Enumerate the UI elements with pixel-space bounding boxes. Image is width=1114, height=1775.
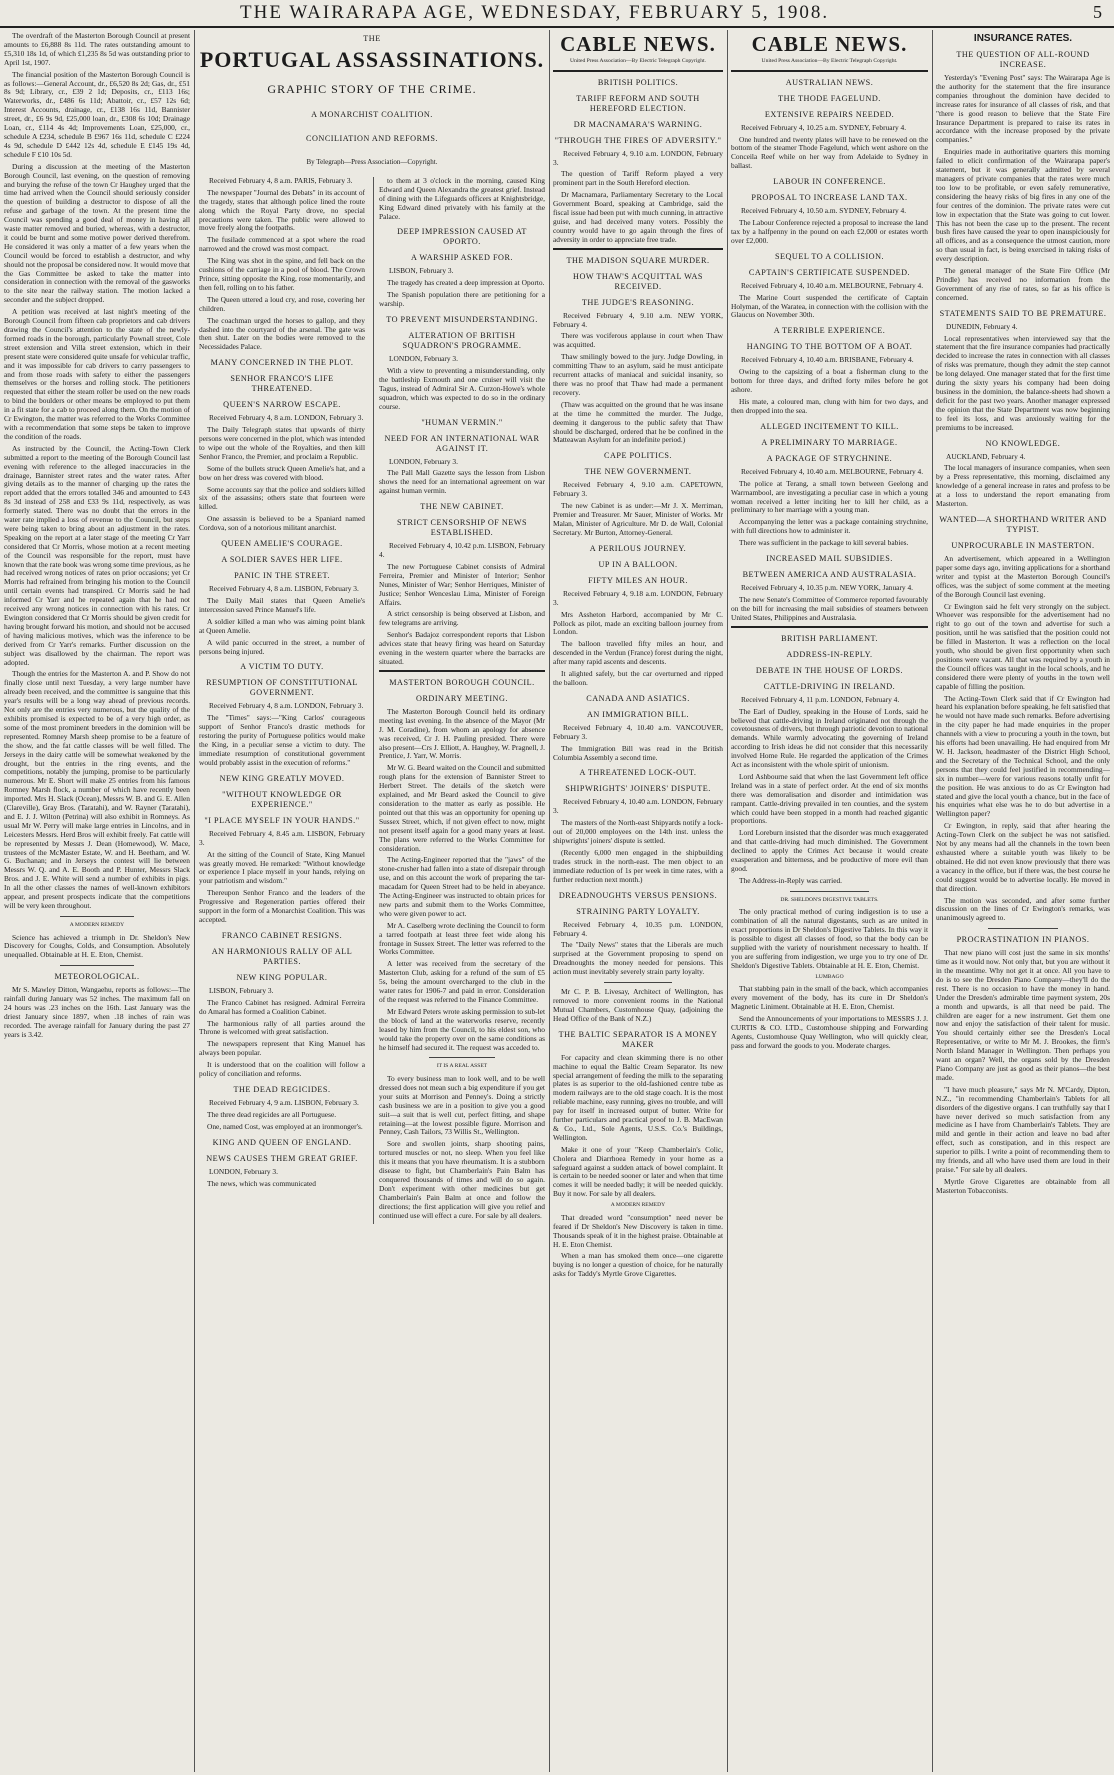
dateline: Received February 4, 10.40 a.m. MELBOURNE, February 4. [741,466,924,476]
section-heading: NO KNOWLEDGE. [985,438,1061,448]
advert-label: IT IS A REAL ASSET [436,1063,488,1070]
article-paragraph: A wild panic occurred in the street, a number of persons being injured. [199,637,365,656]
article-paragraph: There was vociferous applause in court when Thaw was acquitted. [553,331,723,350]
dateline: Received February 4, 10.35 p.m. LONDON, February 4. [553,919,723,938]
dateline: LISBON, February 3. [209,985,274,995]
article-paragraph: The Acting-Engineer reported that the "jaws" of the stone-crusher had fallen into a state of disrepair through use, and on this account the work of preparing the tar-macadam for Queen Street had to be held in abeyance. The Acting-Engineer was instructed to obtain prices for new parts and submit them to the Works Committee, who were given power to act. [379,855,545,918]
separator [604,982,672,983]
column-local-news [4,32,190,1770]
advert-heading: THE BALTIC SEPARATOR IS A MONEY MAKER [558,1029,718,1049]
dateline: Received February 4, 8 a.m. LONDON, February 3. [209,701,364,711]
section-heading: PROPOSAL TO INCREASE LAND TAX. [751,193,908,203]
advert-text: Sore and swollen joints, sharp shooting pains, tortured muscles or not, no sleep. When you feel like this it means that you have rheumatism. It is a stubborn disease to fight, but Chamberlain's Pain Balm has conquered thousands of times and will do so again. Don't experiment with other medicines but get Chamberlain's Pain Balm at once and follow the directions; the first application will give you relief and continued use will effect a cure. For sale by all dealers. [379,1139,545,1220]
section-heading: TARIFF REFORM AND SOUTH HEREFORD ELECTION. [576,93,700,113]
article-paragraph: Local representatives when interviewed say that the statement that the fire insurance companies had practically decided to increase the rates in connection with all classes of risks was premature, though they admit the step cannot be long delayed. One manager stated that for the first time during the sixty years his company had been doing business in the dominion, the balance-sheets had shown a deficit for the past two years. Another manager expressed the opinion that the State Department was now beginning to feel its loss, and was anxiously waiting for the premiums to be increased. [936,333,1110,432]
dateline: Received February 4, 8 a.m. LONDON, February 3. [209,413,364,423]
section-heading: INCREASED MAIL SUBSIDIES. [766,554,893,564]
advert-label: LUMBAGO [815,973,844,980]
article-paragraph: As instructed by the Council, the Acting-Town Clerk submitted a report to the meeting of the Borough Council last evening with reference to the alleged inaccuracies in the drainage, Bannister street rates and the water rates. After giving details as to the manner of charging up the rates the report added that the errors totalled 346 and amounted to £43 8s 3d instead of 258 and £33 9s 11d, respectively, as was formerly stated. There was no doubt that the errors in the water rate implied a loss of revenue to the Council, but steps were being taken to bring about an adjustment in the rates. Speaking on the report at a later stage of the meeting Cr Yarr considered that Cr Morris, whose motion at a recent meeting of the Council was responsible for the report, must have known that the rate book was wrong some time previous, as he had received wrong notices of rates on prior occasions; yet Cr Morris had refrained from bringing his motion to the Council until certain events had transpired. Cr Morris said he had informed Cr Yarr and he repeated again that he had not received any wrong notices in connection with his rates. Cr Ewington considered that Cr Morris should be given credit for having brought forward his motion, and should not be accused of having malicious motives, which was the inference to be derived from Cr Yarr's remarks. Further discussion on the subject was disallowed by the chairman. The report was adopted. [4,443,190,667]
column-cable-news-2 [731,32,928,1770]
column-rule [727,30,728,1772]
dateline: Received February 4, 9.10 a.m. CAPETOWN, February 3. [553,480,723,499]
dateline: Received February 4, 9.18 a.m. LONDON, February 3. [553,588,723,607]
section-heading: UNPROCURABLE IN MASTERTON. [951,540,1095,550]
article-paragraph: A petition was received at last night's meeting of the Borough Council from fifteen cab proprietors and cab drivers drawing the Council's attention to the state of the newly-formed roads in the borough, particularly Pownall street, Cole street extension and Villa street extension, which in their present state were considered quite unsafe for vehicular traffic, and it was impossible for cab drivers to carry passengers to and from those roads with safety to either the passengers themselves or the horses and rolling stock. The petitioners requested that either the steam roller be used on the new roads to bind the boulders or other means be employed to put them in a fit state for a cab to proceed along them. On the motion of Cr Ewington, the matter was referred to the Works Committee with a recommendation that some steps be taken to improve the condition of the roads. [4,307,190,441]
separator [731,70,928,72]
two-column-body [199,177,545,1224]
article-paragraph: The question of Tariff Reform played a very prominent part in the South Hereford election. [553,169,723,188]
subheadline: GRAPHIC STORY OF THE CRIME. [267,82,477,96]
subheadline: CONCILIATION AND REFORMS. [306,134,438,143]
article-paragraph: The police at Terang, a small town between Geelong and Warrnambool, are investigating a peculiar case in which a young woman received a letter inciting her to kill her child, as a preliminary to her marriage with a young man. [731,478,928,515]
column-cable-news-1 [553,32,723,1770]
section-heading: MANY CONCERNED IN THE PLOT. [210,358,354,368]
article-paragraph: The Daily Telegraph states that upwards of thirty persons were concerned in the plot, which was intended to wipe out the whole of the Royalties, and then kill Senhor Franco, the Premier, and proclaim a Republic. [199,425,365,461]
article-paragraph: During a discussion at the meeting of the Masterton Borough Council, last evening, on the question of removing and burying the refuse of the town Cr Haughey urged that the time had arrived when the Council should seriously consider the question of building a destructor to dispose of all the refuse and garbage of the town. At the present time the Council was spending a good deal of money in having all waste matter removed and buried, whereas, with a destructor, it could be burnt and some motive power derived therefrom. He considered it was only a matter of a few years when the Council would be forced to establish a destructor, and why should not the proposal be considered now. It would move that the Gas Committee be asked to take the matter into consideration in connection with the removal of the gasworks to the site near the railway station. The motion lacked a seconder and the subject dropped. [4,161,190,305]
section-heading: NEWS CAUSES THEM GREAT GRIEF. [206,1153,358,1163]
section-heading: A PERILOUS JOURNEY. [589,543,687,553]
advert-text: Send the Announcements of your importations to MESSRS J. J. CURTIS & CO. LTD., Customhouse shipping and Forwarding Agents, Customhouse Quay Wellington, who will quickly clear, pass and forward the goods to you. Moderate charges. [731,1014,928,1050]
section-heading: CATTLE-DRIVING IN IRELAND. [763,681,896,691]
section-heading: FRANCO CABINET RESIGNS. [221,930,343,940]
section-heading: SENHOR FRANCO'S LIFE THREATENED. [230,374,334,394]
article-paragraph: An advertisement, which appeared in a Wellington paper some days ago, inviting applications for a shorthand writer and typist at the Masterton Borough Council's offices, was the subject of some comment at the meeting of the Borough Council last evening. [936,553,1110,599]
section-heading: THE NEW CABINET. [420,502,504,512]
dateline: LONDON, February 3. [389,456,458,466]
article-paragraph: A strict censorship is being observed at Lisbon, and few telegrams are arriving. [379,609,545,628]
article-paragraph: (Recently 6,000 men engaged in the shipbuilding trades struck in the north-east. The men object to an immediate reduction of 1s per week in time rates, with a further reduction next month.) [553,848,723,884]
section-heading: KING AND QUEEN OF ENGLAND. [212,1137,352,1147]
section-heading: DR MACNAMARA'S WARNING. [573,119,703,129]
section-heading: DEEP IMPRESSION CAUSED AT OPORTO. [397,227,527,247]
dateline: Received February 4, 10.40 a.m. BRISBANE, February 4. [741,355,914,365]
advert-text: Make it one of your "Keep Chamberlain's Colic, Cholera and Diarrhoea Remedy in your home as a safeguard against a sudden attack of bowel complaint. It is certain to be needed sooner or later and when that time comes it will be needed badly; it will be needed quickly. Buy it now. For sale by all dealers. [553,1144,723,1199]
section-heading: MASTERTON BOROUGH COUNCIL. [389,677,535,687]
article-paragraph: The balloon travelled fifty miles an hour, and descended in the Verdun (France) forest during the night, after many rapid ascents and descents. [553,639,723,667]
article-paragraph: Mrs Assheton Harbord, accompanied by Mr C. Pollock as pilot, made an exciting balloon journey from London. [553,609,723,637]
advert-label: DR. SHELDON'S DIGESTIVE TABLETS. [780,896,879,903]
section-heading: A VICTIM TO DUTY. [240,662,324,672]
article-paragraph: One, named Cost, was employed at an ironmonger's. [207,1121,363,1131]
article-paragraph: The "Times" says:—"King Carlos' courageous support of Senhor Franco's drastic methods for restoring the purity of Portuguese politics would make the King, in a peculiar sense a victim to duty. The immediate resumption of constitutional government would probably assist in the execution of reforms." [199,713,365,767]
section-heading: TO PREVENT MISUNDERSTANDING. [386,315,538,325]
article-paragraph: Dr Macnamara, Parliamentary Secretary to the Local Government Board, speaking at Cambridge, said the fiscal issue had been put with much cunning, in attractive guise, and had deceived many voters. Possibly the country would have to go again through the fires of adversity in order to appreciate free trade. [553,190,723,244]
article-paragraph: The Franco Cabinet has resigned. Admiral Ferreira do Amaral has formed a Coalition Cabinet. [199,997,365,1016]
dateline: LONDON, February 3. [389,354,458,364]
article-paragraph: His mate, a coloured man, clung with him for two days, and then dropped into the sea. [731,397,928,415]
section-heading: THE NEW GOVERNMENT. [584,467,692,477]
section-heading: "HUMAN VERMIN." [421,417,503,427]
article-paragraph: The Spanish population there are petitioning for a warship. [379,290,545,309]
separator [790,891,869,892]
section-heading: UP IN A BALLOON. [598,559,678,569]
article-paragraph: Mr Edward Peters wrote asking permission to sub-let the block of land at the waterworks reserve, recently leased by him from the Council, to his eldest son, who would take the property over on the same conditions as he himself had secured it. The request was acceded to. [379,1006,545,1052]
article-paragraph: The motion was seconded, and after some further discussion on the lines of Cr Ewington's remarks, was unanimously agreed to. [936,895,1110,923]
article-paragraph: The Address-in-Reply was carried. [739,875,843,885]
article-paragraph: to them at 3 o'clock in the morning, caused King Edward and Queen Alexandra the greatest grief. Instead of dining with the Lifeguards officers at Knightsbridge, King Edward dined privately with his family at the Palace. [379,175,545,221]
section-heading: LABOUR IN CONFERENCE. [773,177,886,187]
dateline: Received February 4, 8 a.m. PARIS, February 3. [209,175,353,185]
column-rule [932,30,933,1772]
separator [60,965,134,966]
section-heading: CANADA AND ASIATICS. [586,693,690,703]
advert-text: For capacity and clean skimming there is no other machine to equal the Baltic Cream Separator. Its new special arrangement of feeding the milk to the separating plates is as superior to the old-fashioned centre tube as modern railways are to the old stage coach. It is the most reliable machine, easy running, gives no trouble, and will pay for itself in increased output of butter. Write for further particulars and practical proof to J. B. MacEwan & Co., Ltd., Sole Agents, U.S.S. Co.'s Buildings, Wellington. [553,1052,723,1142]
article-paragraph: The fusilade commenced at a spot where the road narrowed and the crowd was most compact. [199,235,365,254]
section-heading: QUEEN AMELIE'S COURAGE. [221,539,343,549]
page-number: 5 [1093,2,1102,22]
article-paragraph: Lord Loreburn insisted that the disorder was much exaggerated and that cattle-driving had much diminished. The Government declined to apply the Crimes Act because it would create exasperation and bitterness, and be productive of more evil than good. [731,828,928,873]
telegraph-credit: United Press Association—By Electric Telegraph Copyright. [570,58,706,64]
section-masthead: CABLE NEWS. [560,32,716,56]
article-paragraph: A soldier killed a man who was aiming point blank at Queen Amelie. [199,616,365,635]
separator [379,670,545,672]
article-paragraph: The newspaper "Journal des Debats" in its account of the tragedy, states that although police lined the route along which the Royal Party drove, no special precautions were taken. The public were allowed to move freely along the footpaths. [199,187,365,233]
section-heading: STRAINING PARTY LOYALTY. [576,906,700,916]
article-paragraph: The new Portuguese Cabinet consists of Admiral Ferreira, Premier and Minister of Interior; Senhor Nunes, Minister of War; Senhor Herriques, Minister of Justice; Senhor Wenceslau Lima, Minister of Foreign Affairs. [379,561,545,607]
dateline: Received February 4, 9.10 a.m. NEW YORK, February 4. [553,310,723,329]
section-heading: A SOLDIER SAVES HER LIFE. [221,555,343,565]
article-paragraph: The Daily Mail states that Queen Amelie's intercession saved Prince Manuel's life. [199,596,365,614]
section-heading: ALLEGED INCITEMENT TO KILL. [760,421,899,431]
article-paragraph: The Immigration Bill was read in the British Columbia Assembly a second time. [553,743,723,762]
advert-text: When a man has smoked them once—one cigarette buying is no longer a question of choice, for he naturally asks for Taddy's Myrtle Grove Cigarettes. [553,1251,723,1279]
separator [553,70,723,72]
article-paragraph: Enquiries made in authoritative quarters this morning failed to elicit confirmation of the Wairarapa paper's statement, but it was generally admitted by several managers of private companies that the rates were much too low to be profitable, or even safely remunerative, considering the heavy risks of big fires in any one of the four centres of the dominion. The private rates were cut low in expectation that the State was going to cut lower. This has not been the case up to the present. The recent bush fires have caused the year to open inauspiciously for all offices, and as a consequence the utmost caution, more so than usual in fact, is being exercised in taking risks of every description. [936,147,1110,264]
article-paragraph: It alighted safely, but the car overturned and ripped the balloon. [553,669,723,687]
section-heading: A PRELIMINARY TO MARRIAGE. [761,437,898,447]
advert-text: Mr C. P. B. Livesay, Architect of Wellington, has removed to more convenient rooms in the National Mutual Chambers, Customhouse Quay, (adjoining the Head Office of the Bank of N.Z.) [553,987,723,1023]
feature-right-column [373,177,545,1224]
article-paragraph: The King was shot in the spine, and fell back on the cushions of the carriage in a pool of blood. The Crown Prince, sitting opposite the King, rose momentarily, and then fell, rolling on to his father. [199,256,365,292]
article-paragraph: Yesterday's "Evening Post" says: The Wairarapa Age is the authority for the statement that the fire insurance companies throughout the dominion have decided to increase rates for insurance of all classes of risk, and that "there is good reason to believe that the State Fire Insurance Department is prepared to raise its rates in accordance with the increase proposed by the private companies." [936,73,1110,145]
section-heading: NEW KING GREATLY MOVED. [219,773,345,783]
article-paragraph: The overdraft of the Masterton Borough Council at present amounts to £6,888 8s 11d. The rates outstanding amount to £5,310 18s 1d, of which £1,235 8s 5d was outstanding prior to April 1st, 1907. [4,32,190,67]
section-heading: A WARSHIP ASKED FOR. [411,253,513,263]
separator [60,916,134,917]
section-heading: "THROUGH THE FIRES OF ADVERSITY." [554,135,722,145]
article-paragraph: The local managers of insurance companies, when seen by a Press representative, this morning, disclaimed any knowledge of a general increase in rates and profess to be at a loss to understand the report emanating from Masterton. [936,463,1110,509]
article-paragraph: One hundred and twenty plates will have to be renewed on the bottom of the steamer Thode Fagelund, which went ashore on the Conceila Reef while on her way from Adelaide to Sydney in ballast. [731,134,928,171]
section-heading: FIFTY MILES AN HOUR. [588,575,688,585]
dateline: AUCKLAND, February 4. [946,451,1026,461]
section-heading: HOW THAW'S ACQUITTAL WAS RECEIVED. [573,271,703,291]
article-paragraph: (Thaw was acquitted on the ground that he was insane at the time he committed the murder. The Judge, deeming it dangerous to the public safety that Thaw should be discharged, ordered that he be confined in the Matteawan Asylum for an indefinite period.) [553,399,723,445]
dateline: Received February 4, 8 a.m. LISBON, February 3. [209,584,359,594]
section-heading: PANIC IN THE STREET. [234,571,330,581]
section-heading: DEBATE IN THE HOUSE OF LORDS. [755,665,904,675]
article-paragraph: The new Cabinet is as under:—Mr J. X. Merriman, Premier and Treasurer. Mr Sauer, Minister of Works. Mr Malan, Minister of Agriculture. Mr D. de Wall, Colonial Secretary. Mr Burton, Attorney-General. [553,501,723,537]
section-masthead: CABLE NEWS. [751,32,908,56]
article-paragraph: The three dead regicides are all Portuguese. [207,1109,337,1119]
article-paragraph: Lord Ashbourne said that when the last Government left office Ireland was in a state of perfect order. At the end of six months there was demoralisation and disorder and intimidation was rampant. Cattle-driving prevailed in ten counties, and the system which could have been stopped in a month had reached gigantic proportions. [731,771,928,826]
article-paragraph: Mr S. Mawley Ditton, Wangaehu, reports as follows:—The rainfall during January was 52 inches. The maximum fall on 24 hours was .23 inches on the 16th. Last January was the driest January since 1897, when .18 inches of rain was recorded. The average rainfall for January during the past 27 years is 3.42. [4,985,190,1039]
article-paragraph: Owing to the capsizing of a boat a fisherman clung to the bottom for three days, and drifted forty miles before he got ashore. [731,367,928,395]
section-heading: QUEEN'S NARROW ESCAPE. [223,400,341,410]
article-paragraph: One assassin is believed to be a Spaniard named Cordova, son of a notorious militant anarchist. [199,514,365,533]
section-heading: EXTENSIVE REPAIRS NEEDED. [764,109,895,119]
section-heading: METEOROLOGICAL. [54,972,140,982]
feature-left-column [199,177,365,1224]
section-heading: BRITISH PARLIAMENT. [781,633,878,643]
section-heading: "I PLACE MYSELF IN YOUR HANDS." [204,815,360,825]
telegraph-credit: United Press Association—By Electric Telegraph Copyright. [761,58,898,64]
column-insurance-rates [936,32,1110,1770]
article-paragraph: The masters of the North-east Shipyards notify a lock-out of 20,000 employees on the 14th inst. unless the shipwrights' joiners' dispute is settled. [553,818,723,846]
section-heading: SEQUEL TO A COLLISION. [774,251,885,261]
section-heading: BRITISH POLITICS. [597,77,679,87]
advert-text: Myrtle Grove Cigarettes are obtainable from all Masterton Tobacconists. [936,1176,1110,1195]
article-paragraph: Senhor's Badajoz correspondent reports that Lisbon advices state that heavy firing was heard on Saturday evening in the western quarter where the barracks are situated. [379,630,545,666]
dateline: Received February 4, 8.45 a.m. LISBON, February 3. [199,828,365,847]
article-paragraph: The Acting-Town Clerk said that if Cr Ewington had heard his explanation before speaking, he felt satisfied that he would not have made such remarks. Before advertising in the city paper he had made enquiries in the proper channels with a view to procuring a youth in the town, but his efforts had been unavailing. He had enquired from Mr W. H. Jackson, headmaster of the District High School, and the Secretary of the Technical School, and the only persons that they could feel justified in recommending—six in number—were for various reasons totally unfit for the position. He was anxious to do as Cr Ewington had stated and give the local youth a chance, but in the face of his enquiries what else was he to do but advertise in a Wellington paper? [936,693,1110,819]
section-heading: STATEMENTS SAID TO BE PREMATURE. [939,308,1107,318]
section-heading: CAPE POLITICS. [604,451,672,461]
article-paragraph: The Masterton Borough Council held its ordinary meeting last evening. In the absence of the Mayor (Mr J. M. Coradine), from whom an apology for absence was received, Cr J. H. Pauling presided. There were also present—Crs J. Elliott, A. Haughey, W. Pragnell, J. Prentice, J. Yarr, W. Morris. [379,706,545,761]
advert-text: To every business man to look well, and to be well dressed does not mean such a big expenditure if you get your suits at Morrison and Penney's. Doing a strictly cash business we are in a position to give you a good suit—a suit that is well cut, perfect fitting, and shape retaining—at the lowest possible figure. Morrison and Penney, Cash Tailors, 73 Willis St., Wellington. [379,1074,545,1137]
advert-label: A MODERN REMEDY [69,921,125,928]
article-paragraph: Some of the bullets struck Queen Amelie's hat, and a bow on her dress was covered with blood. [199,463,365,482]
section-heading: CAPTAIN'S CERTIFICATE SUSPENDED. [748,267,911,277]
masthead [0,0,1114,28]
article-paragraph: Thereupon Senhor Franco and the leaders of the Progressive and Regeneration parties offered their support in the form of a Monarchist Coalition. This was accepted. [199,888,365,924]
section-heading: A PACKAGE OF STRYCHNINE. [766,453,893,463]
dateline: Received February 4, 10.40 a.m. VANCOUVER, February 3. [553,722,723,741]
section-heading: DREADNOUGHTS VERSUS PENSIONS. [558,890,718,900]
article-paragraph: The new Senate's Committee of Commerce reported favourably on the bill for increasing the mail subsidies of steamers between United States, Philippines and Australasia. [731,594,928,622]
advert-text: That dreaded word "consumption" need never be feared if Dr Sheldon's New Discovery is taken in time. Thousands speak of it in the highest praise. Obtainable at H. E. Eton Chemist. [553,1212,723,1249]
section-heading: THE THODE FAGELUND. [778,93,881,103]
section-heading: A THREATENED LOCK-OUT. [579,768,697,778]
section-heading: A TERRIBLE EXPERIENCE. [773,326,886,336]
section-headline: INSURANCE RATES. [973,33,1073,44]
article-paragraph: The financial position of the Masterton Borough Council is as follows:—General Account, dr., £6,520 8s 2d; Gas, dr., £51 8s 9d; Library, cr., £39 2 1d; Deposits, cr., £113 16s; Waterworks, dr., £486 6s 11d; Abattoir, cr., £57 12s 6d; Interest Accounts, drainage, cr., £138 16s 11d, Bannister street, dr., £6 9s 9d, £25,000 loan, dr., £308 6s 10d; Drainage Loan, cr., £114 4s 4d; Improvements Loan, £25,000, cr., schedule A £234, schedule B £967 16s 11d, schedule C £224 4s 9d, schedule D £442 12s 4d, schedule E £145 19s 4d, schedule F £10 10s 5d. [4,69,190,159]
separator [988,928,1058,929]
advert-text: That new piano will cost just the same in six months' time as it would now. Not only that, but you are without it in the meantime. Why not get it at once. All you have to do is to see the Dresden Piano Company—they'll do the rest. There is no occasion to have the money in hand. Under the Dresden's admirable time payment system, 20s a month and upwards, is all that need be paid. The children are eager for a new instrument. Get them one now and enjoy the satisfaction of their talent for music. You should certainly either see the Dresden's Local Representative, or write to Mr M. J. Brookes, the firm's North Island Manager in Wellington. Then perhaps you want an organ? Well, the organs sold by the Dresden Piano Company are just as good as their pianos—the best made. [936,948,1110,1082]
article-paragraph: The coachman urged the horses to gallop, and they dashed into the courtyard of the arsenal. The gate was then shut. Later on the bodies were removed to the Necessidades Palace. [199,315,365,352]
article-paragraph: Mr W. G. Beard waited on the Council and submitted rough plans for the extension of Bannister Street to Herbert Street. The details of the sketch were explained, and Mr Beard asked the Council to give consideration to the matter as early as possible. He pointed out that this was an opportunity for opening up Sussex Street, which, if not given effect to now, might not present itself again for a good many years at least. The plans were referred to the Works Committee for consideration. [379,763,545,853]
advert-text: "I have much pleasure," says Mr N. M'Cardy, Dipton, N.Z., "in recommending Chamberlain's Tablets for all disorders of the digestive organs. I can truthfully say that I have never derived so much satisfaction from any medicine as I have from Chamberlain's Tablets. They are mild and gentle in their action and leave no bad after effect, such as constipation, and in this respect are superior to pills. I write a point of recommending them to my friends, and all who have used them are loud in their praise." For sale by all dealers. [936,1084,1110,1174]
dateline: Received February 4, 10.40 a.m. LONDON, February 3. [553,797,723,816]
section-heading: STRICT CENSORSHIP OF NEWS ESTABLISHED. [396,518,528,538]
advert-text: That stabbing pain in the small of the back, which accompanies every movement of the body, has its cure in Dr Sheldon's Magnetic Liniment. Obtainable at H. E. Eton, Chemist. [731,984,928,1012]
dateline: Received February 4, 10.35 p.m. NEW YORK, January 4. [741,583,914,593]
dateline: LONDON, February 3. [209,1166,278,1176]
article-paragraph: The news, which was communicated [207,1178,316,1188]
dateline: DUNEDIN, February 4. [946,321,1018,331]
newspaper-title: THE WAIRARAPA AGE, WEDNESDAY, FEBRUARY 5, 1908. [240,2,830,23]
dateline: Received February 4, 9.10 a.m. LONDON, February 3. [553,148,723,167]
dateline: Received February 4, 10.40 a.m. MELBOURNE, February 4. [741,280,924,290]
section-heading: THE QUESTION OF ALL-ROUND INCREASE. [956,50,1090,69]
advert-text: Science has achieved a triumph in Dr. Sheldon's New Discovery for Coughs, Colds, and Consumption. Absolutely unequalled. Obtainable at H. E. Eton, Chemist. [4,932,190,960]
section-heading: "WITHOUT KNOWLEDGE OR EXPERIENCE." [222,789,342,809]
article-paragraph: The general manager of the State Fire Office (Mr Prindle) has received no information from the Government of any rise of rates, so far as his office is concerned. [936,266,1110,302]
article-paragraph: The "Daily News" states that the Liberals are much surprised at the Government proposing to spend on Dreadnoughts the money needed for pensions. This action must inevitably severely strain party loyalty. [553,940,723,977]
article-paragraph: The Queen uttered a loud cry, and rose, covering her children. [199,294,365,313]
section-heading: SHIPWRIGHTS' JOINERS' DISPUTE. [565,784,711,794]
article-paragraph: The Marine Court suspended the certificate of Captain Holyman, of the Waratea, in connection with the collision with the Glaucus on November 30th. [731,292,928,320]
article-paragraph: The newspapers represent that King Manuel has always been popular. [199,1039,365,1058]
article-paragraph: The tragedy has created a deep impression at Oporto. [387,278,545,288]
advert-text: The only practical method of curing indigestion is to use a combination of all the natural digestants, such as are united in exact proportions in Dr Sheldon's Digestive Tablets. In this way it is possible to digest all classes of food, so that the body can be supplied with the variety of nourishment necessary to health. If you are suffering from indigestion, we urge you to try one of Dr. Sheldon's Digestive Tablets. Obtainable at H. E. Eton, Chemist. [731,907,928,970]
section-heading: THE DEAD REGICIDES. [233,1085,331,1094]
section-heading: HANGING TO THE BOTTOM OF A BOAT. [746,342,913,352]
section-heading: AN IMMIGRATION BILL. [586,709,690,719]
headline-prefix: THE [363,34,381,43]
article-paragraph: Accompanying the letter was a package containing strychnine, with full directions how to administer it. [731,517,928,536]
dateline: Received February 4, 11 p.m. LONDON, February 4. [741,694,900,704]
article-paragraph: A letter was received from the secretary of the Masterton Club, asking for a refund of the sum of £5 5s, being the amount overcharged to the club in the water rates for 1906-7 and paid in error. Consideration of the request was referred to the Finance Committee. [379,959,545,1004]
section-heading: ALTERATION OF BRITISH SQUADRON'S PROGRAMME. [402,331,522,351]
column-portugal-feature [199,32,545,1770]
article-paragraph: The Earl of Dudley, speaking in the House of Lords, said he believed that cattle-driving in Ireland originated not through the covetousness of drivers, but through patriotic devotion to national demands. While warmly advocating the governing of Ireland according to Irish ideas he did not consider that this necessarily involved Home Rule. He regarded the application of the Crimes Act as inconsistent with the whole spirit of unionism. [731,706,928,770]
subheadline: A MONARCHIST COALITION. [311,110,433,119]
advert-label: A MODERN REMEDY [610,1202,666,1209]
telegraph-credit: By Telegraph—Press Association—Copyright. [306,158,438,166]
section-heading: THE JUDGE'S REASONING. [581,297,695,307]
main-headline: PORTUGAL ASSASSINATIONS. [199,47,545,72]
dateline: Received February 4, 10.50 a.m. SYDNEY, February 4. [741,206,907,216]
article-paragraph: The harmonious rally of all parties around the Throne is welcomed with great satisfaction. [199,1018,365,1037]
article-paragraph: Cr Ewington said he felt very strongly on the subject. Whoever was responsible for the advertisement had no right to go out of the town and advertise for such a position, until he was satisfied that the position could not be filled in Masterton. It was a reflection on the local youth, who should be given first opportunity when such positions were vacant. All that was required by a youth in the Council offices was taught in the local schools, and he considered there were plenty of youths in the town well capable of filling the position. [936,601,1110,691]
section-heading: ORDINARY MEETING. [416,693,508,703]
article-paragraph: Mr A. Caselberg wrote declining the Council to form a tarred footpath at least three feet wide along his frontage in Sussex Street. The letter was referred to the Works Committee. [379,920,545,957]
section-heading: AUSTRALIAN NEWS. [785,77,874,87]
section-heading: NEED FOR AN INTERNATIONAL WAR AGAINST IT. [384,433,540,453]
article-paragraph: The Pall Mall Gazette says the lesson from Lisbon shows the need for an international agreement on war against human vermin. [379,468,545,496]
section-heading: WANTED—A SHORTHAND WRITER AND TYPIST. [939,514,1107,534]
advert-heading: PROCRASTINATION IN PIANOS. [956,935,1090,945]
dateline: Received February 4, 10.25 a.m. SYDNEY, February 4. [741,122,907,132]
separator [553,248,723,250]
section-heading: RESUMPTION OF CONSTITUTIONAL GOVERNMENT. [206,678,358,698]
dateline: LISBON, February 3. [389,266,454,276]
dateline: Received February 4, 9 a.m. LISBON, February 3. [209,1098,359,1107]
section-heading: ADDRESS-IN-REPLY. [786,649,873,659]
article-paragraph: At the sitting of the Council of State, King Manuel was greatly moved. He remarked: "Without knowledge or experience I place myself in your hands, relying on your patriotism and wisdom." [199,849,365,886]
article-paragraph: Some accounts say that the police and soldiers killed six of the assassins; others state that fourteen were killed. [199,484,365,512]
column-rule [549,30,550,1772]
separator [429,1057,495,1058]
column-rule [194,30,195,1772]
separator [731,626,928,628]
article-paragraph: The Labour Conference rejected a proposal to increase the land tax by a halfpenny in the pound on each £2,000 or estates worth over £2,000. [731,218,928,245]
article-paragraph: It is understood that on the coalition will follow a policy of conciliation and reforms. [199,1060,365,1079]
section-heading: NEW KING POPULAR. [236,972,328,982]
article-paragraph: There was sufficient in the package to kill several babies. [739,538,909,548]
article-paragraph: Though the entries for the Masterton A. and P. Show do not finally close until next Tuesday, a very large number have already been received, and the committee is sanguine that this year's results will be a long way ahead of previous records. Not only are the entries very numerous, but the quality of the exhibits promised is expected to be of a very high order, as some of the most prominent breeders in the dominion will be represented. Romney Marsh sheep promise to be a feature of the show, and the fat cattle classes will be well filled. The Jerseys in the dairy cattle will be somewhat weakened by the drought, but the entries in the ring events, and the competitions, notably the jumping, promise to be particularly numerous. Mr E. Short will make 25 entries from his famous Romney Marsh flock, a number of which have recently been imported. Mrs H. Slack (Ocean), Messrs W. B. and G. E. Allen (Clareville), Gray Bros. (Taratahi), and W. Rayner (Taratahi), and E. J. J. Wilton (Petrina) will also exhibit in Romneys. As usual Mr W. Perry will make large entries in Lincolns, and in Leicesters Messrs. Herd Bros will exhibit freely. Fat cattle will be represented by Messrs J. Dean (Homewood), W. Mace, trustees of the McMaster Estate, W. and H. Beetham, and W. G. Buchanan; and in Jerseys the contest will lie between Messrs W. Q. and A. E. Booth and P. Hunter, Messrs Slack Bros. and J. E. White will send a number of exhibits in pigs. In all the other classes the names of well-known exhibitors appear, and present prospects indicate that the competitions will be very keen throughout. [4,669,190,910]
dateline: Received February 4, 10.42 p.m. LISBON, February 4. [379,541,545,560]
article-paragraph: With a view to preventing a misunderstanding, only the battleship Exmouth and one cruiser will visit the Tagus, instead of Admiral Sir A. Curzon-Howe's whole squadron, which was expected to do so in the ordinary course. [379,365,545,411]
article-paragraph: Thaw smilingly bowed to the jury. Judge Dowling, in committing Thaw to an asylum, said he must anticipate recurrent attacks of maniacal and suicidal insanity, so there was no proof that Thaw had made a permanent recovery. [553,352,723,397]
section-heading: BETWEEN AMERICA AND AUSTRALASIA. [742,570,917,580]
section-heading: THE MADISON SQUARE MURDER. [566,255,710,265]
section-heading: AN HARMONIOUS RALLY OF ALL PARTIES. [211,946,353,966]
article-paragraph: Cr Ewington, in reply, said that after hearing the Acting-Town Clerk on the subject he was not satisfied. Not by any means had all the channels in the town been exhausted where a suitable youth was likely to be obtained. He did not even know previously that there was a vacancy in the office, but if there was, the best course he could suggest would be to advertise locally. He moved in that direction. [936,821,1110,893]
